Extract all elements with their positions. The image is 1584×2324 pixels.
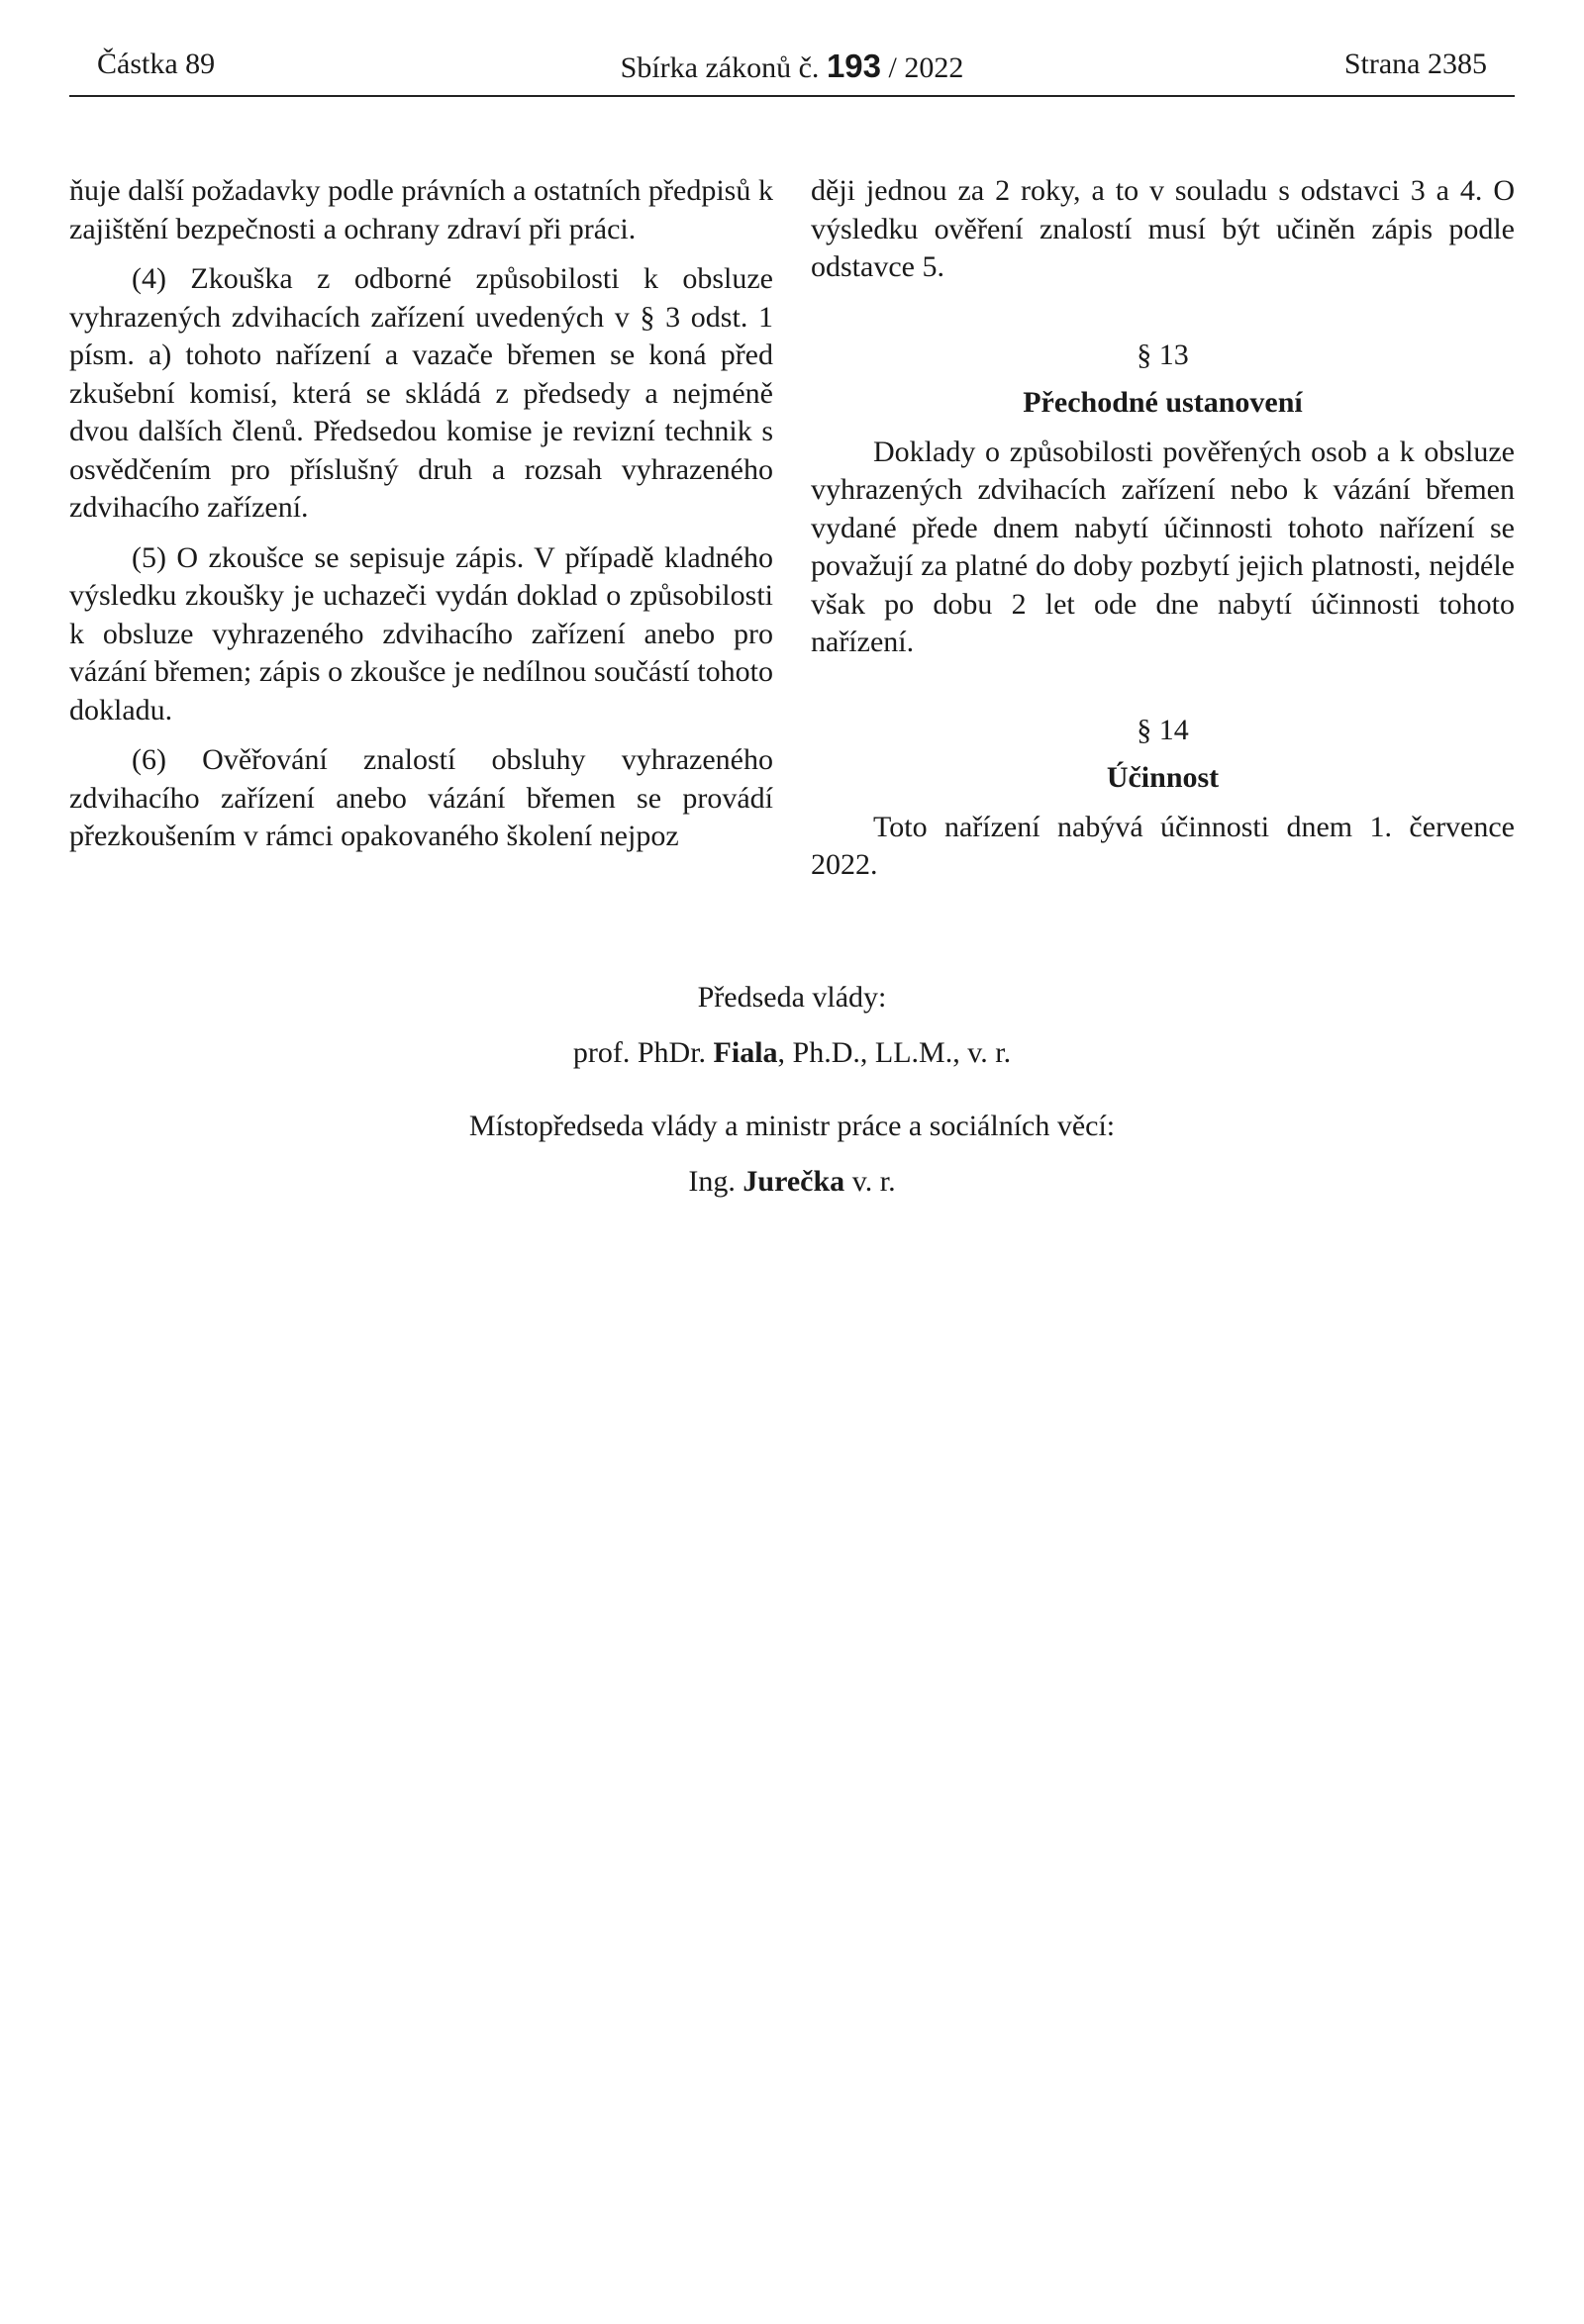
header-law-number: 193 bbox=[826, 48, 881, 84]
section-14-title: Účinnost bbox=[1106, 760, 1220, 794]
paragraph-5: (5) O zkoušce se sepisuje zápis. V případě kladného výsledku zkoušky je uchazeči vydán doklad o způsobilosti k obsluze vyhrazeného zdvihacího zařízení anebo pro vázání břemen; zápis o zkoušce je nedílnou součástí tohoto dokladu. bbox=[69, 540, 773, 726]
signatory-2-title: Ing. bbox=[688, 1165, 736, 1198]
right-column bbox=[811, 172, 1515, 897]
header-collection-prefix: Sbírka zákonů č. bbox=[620, 51, 820, 84]
signatory-1-name bbox=[0, 1033, 1584, 1073]
header-collection-title bbox=[69, 48, 1515, 85]
signatory-1-role: Předseda vlády: bbox=[697, 981, 887, 1014]
section-14-number: § 14 bbox=[1137, 713, 1189, 746]
signatory-1-title: prof. PhDr. bbox=[572, 1036, 707, 1069]
header-part-number: Částka 89 bbox=[97, 48, 216, 80]
paragraph-6: (6) Ověřování znalostí obsluhy vyhrazeného zdvihacího zařízení anebo vázání břemen se provádí přezkoušením v rámci opakovaného školení nejpoz bbox=[69, 743, 773, 852]
section-14-text: Toto nařízení nabývá účinnosti dnem 1. července 2022. bbox=[811, 810, 1515, 881]
signatory-2-role: Místopředseda vlády a ministr práce a sociálních věcí: bbox=[468, 1110, 1116, 1142]
page-header bbox=[69, 46, 1515, 97]
header-page-number: Strana 2385 bbox=[1343, 48, 1487, 80]
signature-block bbox=[0, 978, 1584, 1202]
paragraph-4: (4) Zkouška z odborné způsobilosti k obsluze vyhrazených zdvihacích zařízení uvedených v § 3 odst. 1 písm. a) tohoto nařízení a vazače břemen se koná před zkušební komisí, která se skládá z předsedy a nejméně dvou dalších členů. Předsedou komise je revizní technik s osvědčením pro příslušný druh a rozsah vyhrazeného zdvihacího zařízení. bbox=[69, 262, 773, 524]
section-13-title: Přechodné ustanovení bbox=[1023, 385, 1303, 419]
left-column bbox=[69, 172, 773, 868]
signatory-2-suffix: v. r. bbox=[851, 1165, 896, 1198]
signatory-2-surname: Jurečka bbox=[742, 1165, 845, 1198]
section-13-number: § 13 bbox=[1137, 338, 1189, 371]
paragraph-6-continuation: ději jednou za 2 roky, a to v souladu s odstavci 3 a 4. O výsledku ověření znalostí musí být učiněn zápis podle odstavce 5. bbox=[811, 174, 1515, 283]
header-year: / 2022 bbox=[888, 51, 964, 84]
paragraph-continuation: ňuje další požadavky podle právních a ostatních předpisů k zajištění bezpečnosti a ochrany zdraví při práci. bbox=[69, 174, 773, 245]
section-13-text: Doklady o způsobilosti pověřených osob a k obsluze vyhrazených zdvihacích zařízení nebo k vázání břemen vydané přede dnem nabytí účinnosti tohoto nařízení se považují za platné do doby pozbytí jejich platnosti, nejdéle však po dobu 2 let ode dne nabytí účinnosti tohoto nařízení. bbox=[811, 435, 1515, 658]
signatory-1-surname: Fiala bbox=[713, 1036, 778, 1069]
signatory-1-suffix: , Ph.D., LL.M., v. r. bbox=[777, 1036, 1012, 1069]
signatory-2-name bbox=[0, 1162, 1584, 1202]
